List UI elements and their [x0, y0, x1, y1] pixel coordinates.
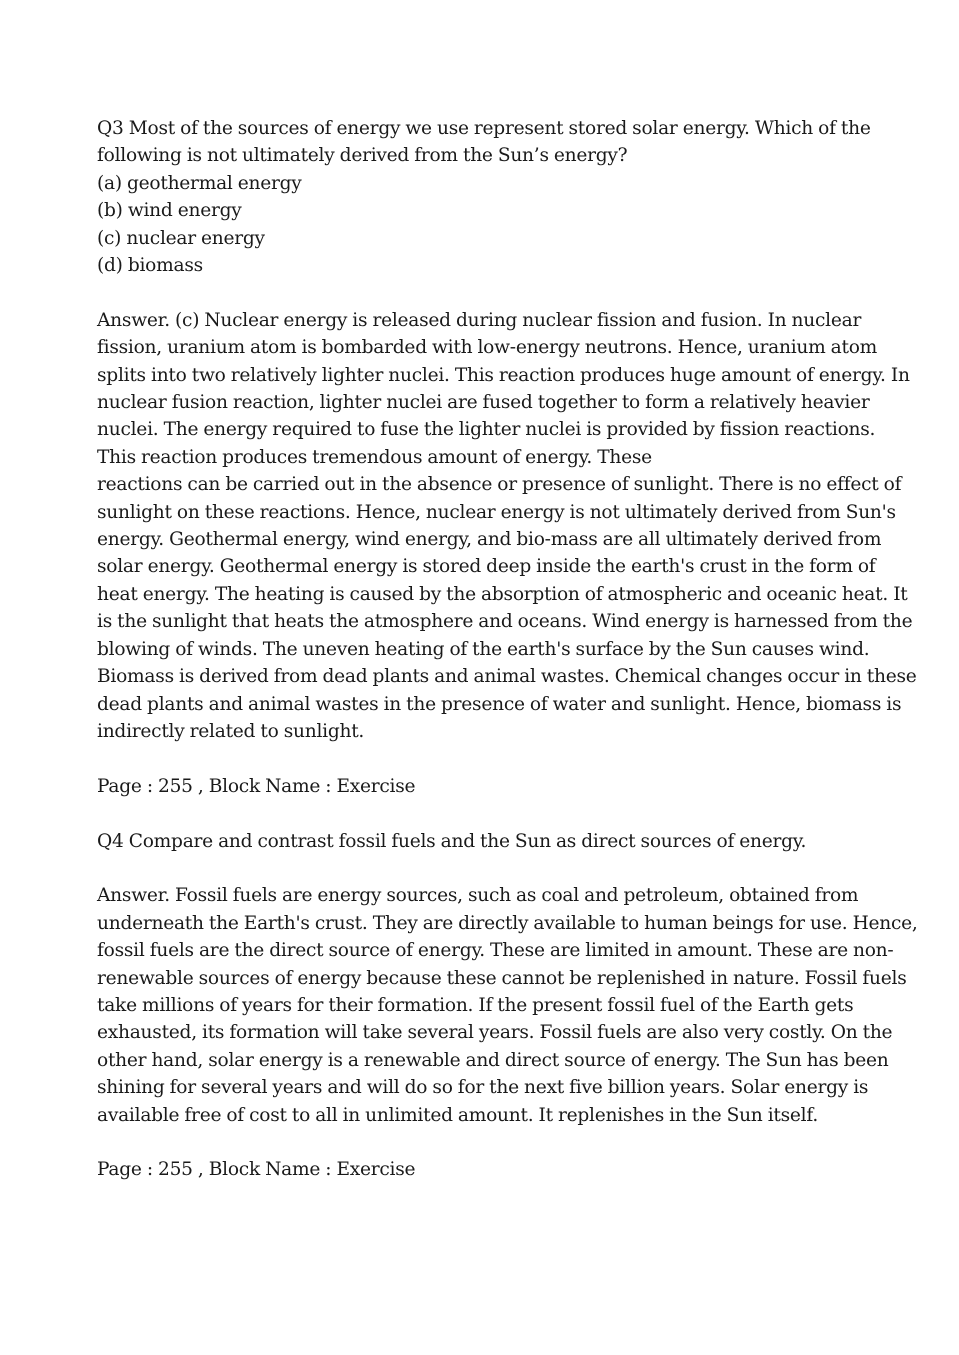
text-line: Biomass is derived from dead plants and animal wastes. Chemical changes occur in these — [97, 666, 917, 688]
answer-q3 — [97, 307, 917, 746]
text-line: blowing of winds. The uneven heating of the earth's surface by the Sun causes wind. — [97, 638, 870, 660]
text-line: heat energy. The heating is caused by the absorption of atmospheric and oceanic heat. It — [97, 583, 908, 605]
text-line: dead plants and animal wastes in the presence of water and sunlight. Hence, biomass is — [97, 693, 902, 715]
question-q4 — [97, 828, 867, 855]
text-line: renewable sources of energy because these cannot be replenished in nature. Fossil fuels — [97, 967, 907, 989]
text-line: nuclear fusion reaction, lighter nuclei are fused together to form a relatively heavier — [97, 392, 870, 414]
text-line: Answer. Fossil fuels are energy sources, such as coal and petroleum, obtained from — [97, 885, 859, 907]
text-line: Q3 Most of the sources of energy we use represent stored solar energy. Which of the — [97, 118, 871, 139]
text-line: indirectly related to sunlight. — [97, 720, 365, 742]
answer-q4 — [97, 882, 918, 1129]
paragraph-gap — [97, 1129, 867, 1156]
document-page — [97, 115, 918, 1184]
text-line: available free of cost to all in unlimited amount. It replenishes in the Sun itself. — [97, 1104, 818, 1126]
question-q3 — [97, 115, 871, 170]
paragraph-gap — [97, 800, 867, 827]
text-line: Answer. (c) Nuclear energy is released during nuclear fission and fusion. In nuclear — [97, 309, 862, 331]
text-line: fission, uranium atom is bombarded with low-energy neutrons. Hence, uranium atom — [97, 337, 878, 359]
option-a: (a) geothermal energy — [97, 172, 302, 194]
text-line: is the sunlight that heats the atmosphere and oceans. Wind energy is harnessed from the — [97, 611, 913, 633]
text-line: energy. Geothermal energy, wind energy, and bio-mass are all ultimately derived from — [97, 529, 882, 551]
text-line: exhausted, its formation will take several years. Fossil fuels are also very costly. On the — [97, 1022, 893, 1044]
text-line: Q4 Compare and contrast fossil fuels and the Sun as direct sources of energy. — [97, 830, 807, 852]
paragraph-gap — [97, 279, 867, 306]
paragraph-gap — [97, 745, 867, 772]
text-line: following is not ultimately derived from the Sun’s energy? — [97, 145, 628, 167]
option-b: (b) wind energy — [97, 200, 242, 222]
text-line: solar energy. Geothermal energy is stored deep inside the earth's crust in the form of — [97, 556, 876, 578]
text-line: underneath the Earth's crust. They are directly available to human beings for use. Hence, — [97, 912, 918, 934]
text-line: reactions can be carried out in the absence or presence of sunlight. There is no effect of — [97, 474, 902, 496]
text-line: Page : 255 , Block Name : Exercise — [97, 1159, 416, 1181]
option-d: (d) biomass — [97, 255, 203, 277]
option-c: (c) nuclear energy — [97, 227, 265, 249]
text-line: shining for several years and will do so for the next five billion years. Solar energy is — [97, 1077, 869, 1099]
answer-options — [97, 170, 867, 280]
text-line: This reaction produces tremendous amount of energy. These — [97, 446, 652, 468]
text-line: take millions of years for their formation. If the present fossil fuel of the Earth gets — [97, 994, 854, 1016]
text-line: sunlight on these reactions. Hence, nuclear energy is not ultimately derived from Sun's — [97, 501, 896, 523]
page-reference — [97, 1156, 867, 1183]
text-line: fossil fuels are the direct source of energy. These are limited in amount. These are non- — [97, 940, 894, 962]
page-reference — [97, 773, 867, 800]
text-line: Page : 255 , Block Name : Exercise — [97, 775, 416, 797]
text-line: other hand, solar energy is a renewable and direct source of energy. The Sun has been — [97, 1049, 889, 1071]
paragraph-gap — [97, 855, 867, 882]
text-line: nuclei. The energy required to fuse the lighter nuclei is provided by fission reactions. — [97, 419, 876, 441]
text-line: splits into two relatively lighter nuclei. This reaction produces huge amount of energy. In — [97, 364, 910, 386]
